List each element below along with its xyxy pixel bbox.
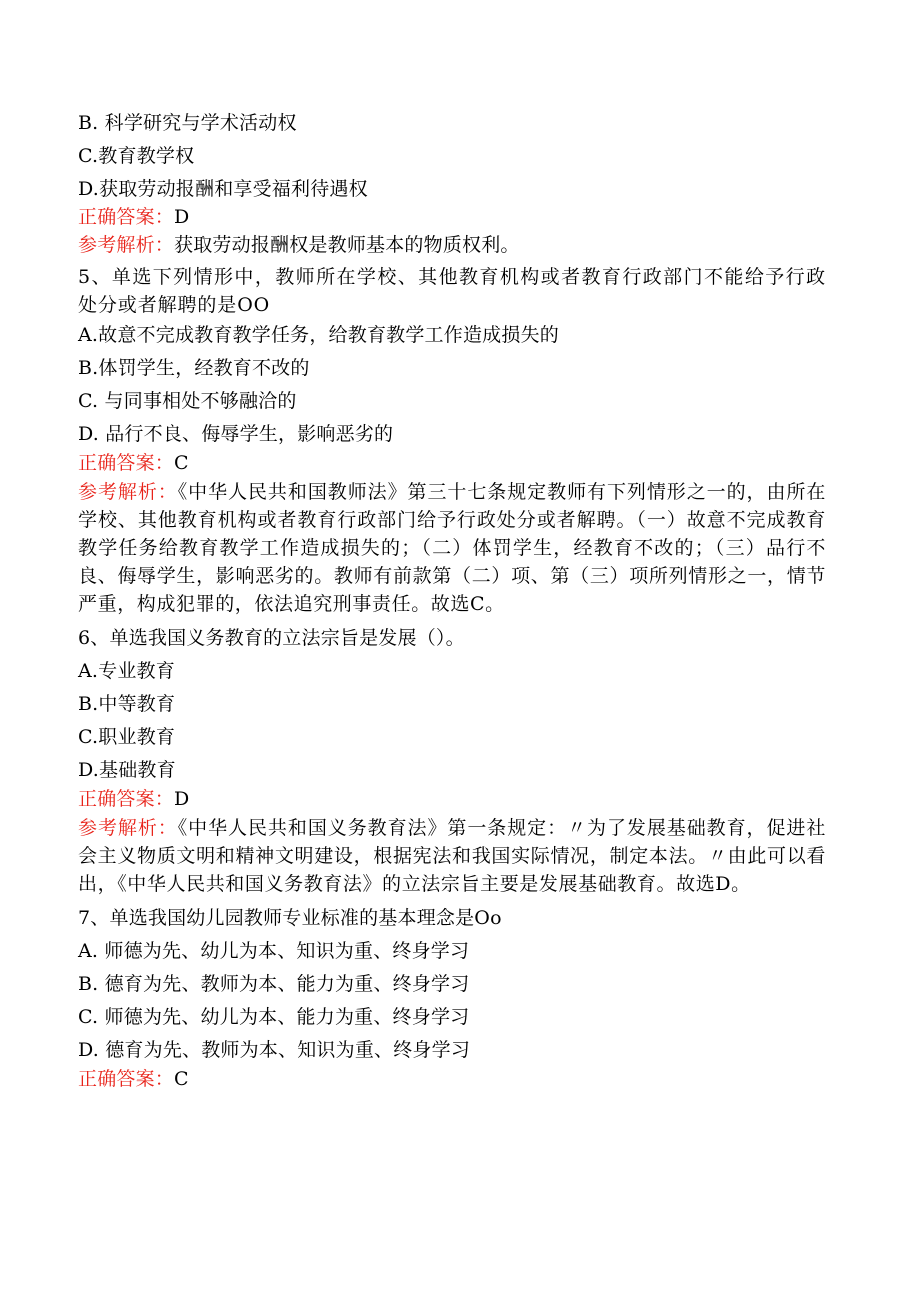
option-d: D. 德育为先、教师为本、知识为重、终身学习 [78,1039,471,1061]
correct-answer [78,203,826,231]
question-title: 7、单选我国幼儿园教师专业标准的基本理念是Oo [78,907,502,929]
analysis-label: 参考解析： [78,817,178,839]
analysis-text: 获取劳动报酬权是教师基本的物质权利。 [174,234,520,256]
option-c: C.教育教学权 [78,145,195,167]
correct-answer [78,784,826,814]
analysis-label: 参考解析： [78,234,175,256]
question-title: 6、单选我国义务教育的立法宗旨是发展（）。 [78,627,465,649]
option-c: C. 师德为先、幼儿为本、能力为重、终身学习 [78,1006,470,1028]
option-d: D.基础教育 [78,759,176,781]
answer-value: D [174,788,190,810]
answer-value: C [174,1068,189,1090]
option-a: A.故意不完成教育教学任务，给教育教学工作造成损失的 [78,324,559,346]
option-b: B.中等教育 [78,693,176,715]
option-c: C. 与同事相处不够融洽的 [78,390,297,412]
option-c: C.职业教育 [78,726,176,748]
analysis [78,231,826,259]
analysis [78,478,826,618]
question-7 [78,902,826,1094]
question-6 [78,622,826,898]
analysis-label: 参考解析： [78,481,178,503]
document-page [78,107,826,1094]
answer-label: 正确答案： [78,452,175,474]
question-title: 5、单选下列情形中，教师所在学校、其他教育机构或者教育行政部门不能给予行政处分或者解聘的是OO [78,266,826,316]
option-d: D.获取劳动报酬和享受福利待遇权 [78,178,368,200]
option-a: A.专业教育 [78,660,175,682]
answer-label: 正确答案： [78,788,175,810]
answer-label: 正确答案： [78,206,175,228]
option-d: D. 品行不良、侮辱学生，影响恶劣的 [78,423,394,445]
option-a: A. 师德为先、幼儿为本、知识为重、终身学习 [78,940,470,962]
answer-value: C [174,452,189,474]
analysis [78,814,826,898]
option-b: B.体罚学生，经教育不改的 [78,357,310,379]
question-4-tail [78,107,826,259]
question-5 [78,263,826,618]
answer-value: D [174,206,190,228]
option-b: B. 德育为先、教师为本、能力为重、终身学习 [78,973,470,995]
analysis-text: 《中华人民共和国教师法》第三十七条规定教师有下列情形之一的，由所在学校、其他教育机构或者教育行政部门给予行政处分或者解聘。（一）故意不完成教育教学任务给教育教学工作造成损失的；（二）体罚学生，经教育不改的；（三）品行不良、侮辱学生，影响恶劣的。教师有前款第（二）项、第（三）项所列情形之一，情节严重，构成犯罪的，依法追究刑事责任。故选C。 [78,481,826,615]
answer-label: 正确答案： [78,1068,175,1090]
correct-answer [78,448,826,478]
correct-answer [78,1064,826,1094]
analysis-text: 《中华人民共和国义务教育法》第一条规定：〃为了发展基础教育，促进社会主义物质文明和精神文明建设，根据宪法和我国实际情况，制定本法。〃由此可以看出，《中华人民共和国义务教育法》的立法宗旨主要是发展基础教育。故选D。 [78,817,826,895]
option-b: B. 科学研究与学术活动权 [78,112,297,134]
